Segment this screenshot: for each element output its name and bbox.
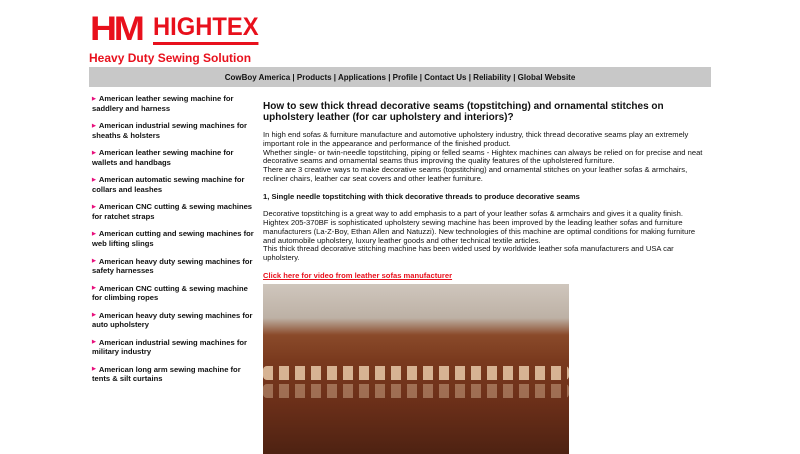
sidebar-item-label: American industrial sewing machines for military industry: [92, 337, 247, 357]
logo[interactable]: [90, 10, 264, 48]
sidebar-item-label: American industrial sewing machines for sheaths & holsters: [92, 121, 247, 140]
sidebar-item-label: American CNC cutting & sewing machines for ratchet straps: [92, 202, 253, 221]
logo-mark: HM: [90, 10, 142, 48]
bullet-icon: ▶: [92, 203, 96, 210]
nav-cowboy-america[interactable]: CowBoy America: [224, 73, 291, 82]
body-paragraph: [263, 210, 703, 263]
leather-seam-photo: [263, 284, 569, 454]
bullet-icon: ▶: [92, 285, 96, 292]
bullet-icon: ▶: [92, 230, 96, 237]
sidebar-item-label: American leather sewing machine for saddlery and harness: [92, 94, 234, 113]
bullet-icon: ▶: [92, 122, 96, 129]
sidebar-item[interactable]: [92, 338, 254, 357]
bullet-icon: ▶: [92, 149, 96, 156]
intro-line: In high end sofas & furniture manufacture and automotive upholstery industry, thick thread decorative seams play an extremely important role in the appearance and performance of the finished product.: [263, 130, 689, 148]
brand-name: HIGHTEX: [153, 14, 259, 45]
sidebar-item-label: American leather sewing machine for wallets and handbags: [92, 148, 234, 167]
section-subheading: 1, Single needle topstitching with thick decorative threads to produce decorative seams: [263, 191, 580, 201]
bullet-icon: ▶: [92, 95, 96, 102]
bullet-icon: ▶: [92, 176, 96, 183]
body-line: Hightex 205-370BF is sophisticated upholstery sewing machine has been improved by the leading leather sofas and furniture manufacturers (La-Z-Boy, Ethan Allen and Natuzzi). New technologies of this machine are optimal conditions for making furniture and automobile upholstery, luxury leather goods and other technical textile articles.: [263, 217, 696, 245]
nav-applications[interactable]: Applications: [337, 73, 386, 82]
intro-paragraph: [263, 131, 703, 184]
nav-contact-us[interactable]: Contact Us: [424, 73, 467, 82]
nav-reliability[interactable]: Reliability: [473, 73, 511, 82]
bullet-icon: ▶: [92, 366, 96, 373]
sidebar-item-label: American long arm sewing machine for tents & silt curtains: [92, 364, 241, 384]
slogan: Heavy Duty Sewing Solution: [89, 51, 252, 65]
nav-global-website[interactable]: Global Website: [517, 73, 576, 82]
bullet-icon: ▶: [92, 312, 96, 319]
sidebar-item[interactable]: [92, 284, 254, 303]
video-link[interactable]: Click here for video from leather sofas manufacturer: [263, 270, 453, 280]
sidebar-item[interactable]: [92, 229, 254, 248]
main-content: [263, 101, 703, 289]
bullet-icon: ▶: [92, 339, 96, 346]
nav-profile[interactable]: Profile: [392, 73, 418, 82]
intro-line: There are 3 creative ways to make decorative seams (topstitching) and ornamental stitches on your leather sofas & armchairs, recliner chairs, leather car seat covers and other leather furniture.: [263, 165, 688, 183]
sidebar-item-label: American cutting and sewing machines for web lifting slings: [92, 229, 254, 248]
top-nav: CowBoy America | Products | Applications | Profile | Contact Us | Reliability | Global Website: [89, 67, 711, 87]
sidebar-item[interactable]: [92, 202, 254, 221]
sidebar: [92, 94, 254, 392]
sidebar-item-label: American CNC cutting & sewing machine for climbing ropes: [92, 283, 248, 303]
sidebar-item[interactable]: [92, 311, 254, 330]
body-line: Decorative topstitching is a great way to add emphasis to a part of your leather sofas & armchairs and gives it a quality finish.: [263, 209, 683, 219]
sidebar-item[interactable]: [92, 175, 254, 194]
nav-products[interactable]: Products: [296, 73, 332, 82]
sidebar-item-label: American automatic sewing machine for collars and leashes: [92, 175, 245, 194]
sidebar-item[interactable]: [92, 121, 254, 140]
sidebar-item[interactable]: [92, 365, 254, 384]
sidebar-item[interactable]: [92, 94, 254, 113]
article-title: How to sew thick thread decorative seams (topstitching) and ornamental stitches on upholstery leather (for car upholstery and interiors)?: [263, 101, 664, 123]
sidebar-item[interactable]: [92, 148, 254, 167]
intro-line: Whether single- or twin-needle topstitching, piping or felled seams - Hightex machines can always be relied on for precise and neat decorative seams and ornamental seams thus improving the quality features of the upholstered furniture.: [263, 147, 703, 166]
sidebar-item[interactable]: [92, 257, 254, 276]
sidebar-item-label: American heavy duty sewing machines for safety harnesses: [92, 256, 253, 276]
body-line: This thick thread decorative stitching machine has been wided used by worldwide leather sofa manufacturers and USA car upholstery.: [263, 244, 674, 263]
sidebar-item-label: American heavy duty sewing machines for auto upholstery: [92, 310, 253, 330]
bullet-icon: ▶: [92, 258, 96, 265]
